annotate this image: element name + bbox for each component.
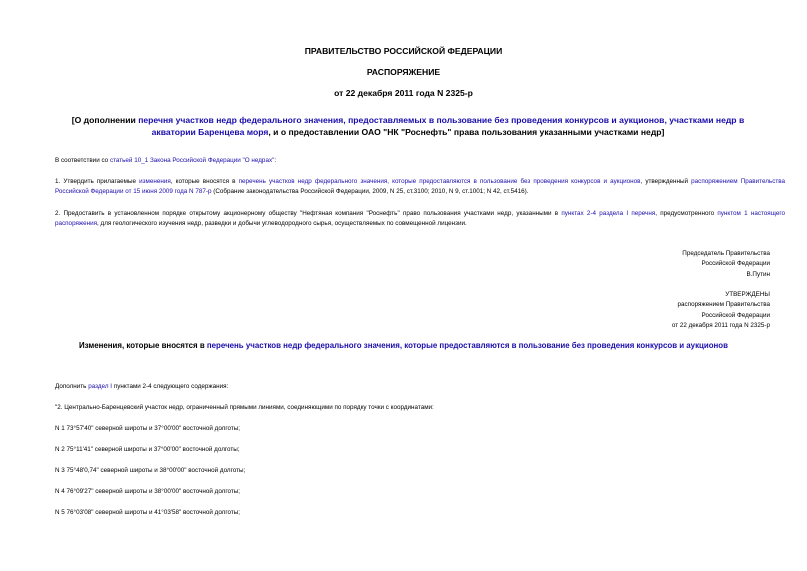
document-type: РАСПОРЯЖЕНИЕ (366, 67, 441, 77)
point-1-link[interactable]: пунктом 1 настоящего распоряжения (55, 210, 785, 227)
approval-block (570, 290, 770, 332)
coordinate-point: N 5 76°03'08" северной широты и 41°03'58" восточной долготы; (55, 509, 241, 516)
item-1-text: 1. Утвердить прилагаемые (55, 178, 140, 185)
supplement-text: пунктами 2-4 следующего содержания: (112, 383, 229, 390)
item-1-text: (Собрание законодательства Российской Федерации, 2009, N 25, ст.3100; 2010, N 9, ст.1001; N 42, ст.5416). (211, 187, 529, 195)
changes-heading (0, 341, 807, 350)
section-2-text: "2. Центрально-Баренцевский участок недр, ограниченный прямыми линиями, соединяющими по порядку точки с координатами: (55, 404, 434, 411)
approved-by: распоряжением Правительства (677, 301, 770, 309)
supplement-paragraph (55, 383, 755, 390)
changes-heading-text: Изменения, которые вносятся в (79, 341, 207, 350)
intro-pre: В соответствии со (55, 157, 110, 164)
changes-link[interactable]: изменения (139, 178, 171, 185)
list-section-link[interactable]: пунктах 2-4 раздела I перечня (561, 210, 656, 217)
approved-country: Российской Федерации (701, 311, 770, 319)
title-rest: , и о предоставлении ОАО "НК "Роснефть" права пользования указанными участками недр] (268, 126, 665, 137)
document-date-number: от 22 декабря 2011 года N 2325-р (334, 88, 473, 98)
changes-list-link[interactable]: перечень участков недр федерального значения, которые предоставляются в пользование без проведения конкурсов и аукционов (206, 341, 728, 350)
approved-date: от 22 декабря 2011 года N 2325-р (671, 322, 770, 330)
signature-name: В.Путин (746, 270, 770, 278)
section-i-link[interactable]: раздел I (88, 383, 113, 390)
approved-label: УТВЕРЖДЕНЫ (725, 291, 770, 298)
decree-787-link[interactable]: распоряжением Правительства Российской Федерации от 15 июня 2009 года N 787-р (55, 178, 786, 195)
government-heading: ПРАВИТЕЛЬСТВО РОССИЙСКОЙ ФЕДЕРАЦИИ (304, 46, 503, 56)
item-2-text: , предусмотренного (655, 210, 718, 217)
item-1-text: , которые вносятся в (170, 178, 239, 185)
signature-position: Председатель Правительства (682, 250, 770, 257)
law-article-link[interactable]: статьей 10_1 Закона Российской Федерации "О недрах" (109, 157, 275, 164)
item-2-paragraph (38, 209, 785, 229)
coordinate-point: N 2 75°11'41" северной широты и 37°00'00" восточной долготы; (55, 446, 240, 453)
intro-paragraph (38, 156, 785, 166)
coordinate-point: N 1 73°57'40" северной широты и 37°00'00" восточной долготы; (55, 425, 241, 432)
item-2-text: , для геологического изучения недр, разведки и добычи углеводородного сырья, осуществляемых по совмещенной лицензии. (97, 219, 467, 227)
supplement-text: Дополнить (55, 383, 89, 390)
intro-post: : (274, 157, 277, 164)
document-title (58, 115, 758, 138)
signature-block (570, 249, 770, 280)
coordinate-point: N 4 76°09'27" северной широты и 38°00'00" восточной долготы; (55, 488, 241, 495)
title-link-list[interactable]: перечня участков недр федерального значения, предоставляемых в пользование без проведения конкурсов и аукционов, участками недр в акватории Баренцева моря (138, 115, 745, 137)
signature-country: Российской Федерации (701, 260, 770, 268)
coordinate-point: N 3 75°48'0,74" северной широты и 38°00'00" восточной долготы; (55, 467, 246, 474)
item-1-text: , утвержденный (640, 178, 692, 185)
list-link[interactable]: перечень участков недр федерального значения, которые предоставляются в пользование без проведения конкурсов и аукционов (238, 178, 641, 185)
title-open: [О дополнении (71, 115, 139, 125)
item-2-text: 2. Предоставить в установленном порядке открытому акционерному обществу "Нефтяная компания "Роснефть" право пользования участками недр, указанными в (55, 210, 562, 217)
item-1-paragraph (38, 177, 785, 197)
